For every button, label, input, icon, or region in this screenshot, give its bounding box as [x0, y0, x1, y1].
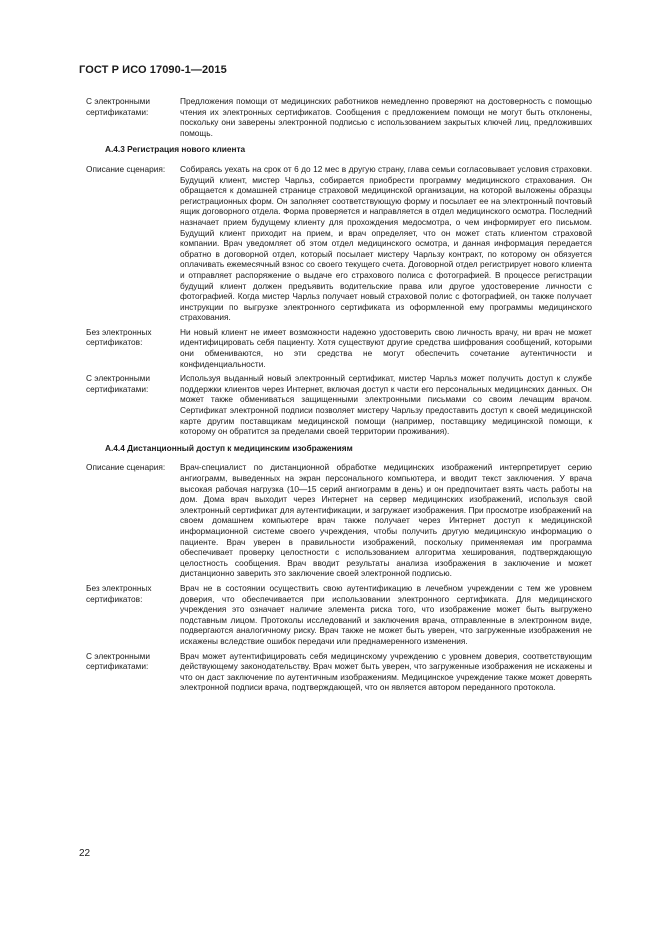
row-label: Без электронных сертификатов: [86, 582, 152, 604]
row-label: С электронными сертификатами: [86, 373, 151, 394]
definition-row [86, 651, 592, 693]
row-text: Врач не в состоянии осуществить свою аутентификацию в лечебном учреждении с тем же уровнем доверия, что обеспечивается при использовании электронного сертификата. Для медицинского учреждения это означает наличие элемента риска того, что изображение может быть выгружено подставным лицом. Протоколы исследований и заключения врача, отправленные в электронном виде, подвергаются аналогичному риску. Врач также не может быть уверен, что загруженные изображения не искажены вследствие ошибок передачи или преднамеренного изменения. [180, 582, 592, 646]
row-label: Без электронных сертификатов: [86, 326, 152, 348]
row-text: Используя выданный новый электронный сертификат, мистер Чарльз может получить доступ к службе поддержки клиентов через Интернет, включая доступ к части его персональных медицинских данных. Он может также обмениваться защищенными электронными письмами со своим лечащим врачом. Сертификат электронной подписи позволяет мистеру Чарльзу предоставить доступ к своей медицинской карте другим поставщикам медицинской помощи (например, поставщику медицинской помощи, к которому он обратится за пределами своей территории проживания). [180, 373, 592, 437]
row-text: Ни новый клиент не имеет возможности надежно удостоверить свою личность врачу, ни врач не может идентифицировать себя пациенту. Хотя существуют другие средства шифрования сообщений, которыми они обмениваются, но эти средства не могут обеспечить сочетание аутентичности и конфиденциальности. [180, 326, 592, 369]
document-header: ГОСТ Р ИСО 17090-1—2015 [79, 64, 227, 76]
section-heading: А.4.3 Регистрация нового клиента [105, 144, 246, 155]
row-text: Собираясь уехать на срок от 6 до 12 мес в другую страну, глава семьи согласовывает условия страховки. Будущий клиент, мистер Чарльз, собирается приобрести программу медицинского страхования. Он обращается к домашней странице страховой медицинской организации, на которой выложены образцы регистрационных форм. Он заполняет соответствующую форму и посылает ее на электронный почтовый ящик договорного отдела. Форма проверяется и направляется в отдел медицинского осмотра. Последний назначает прием будущему клиенту для прохождения медосмотра, о чем информирует его письмом. Будущий клиент приходит на прием, и врач определяет, что он может стать клиентом страховой компании. Врач уведомляет об этом отдел медицинского осмотра, и данная информация передается обратно в договорной отдел, который посылает мистеру Чарльзу контракт, по которому он обязуется оплачивать ежемесячный взнос со своего текущего счета. Договорной отдел регистрирует нового клиента и отправляет распоряжение о выдаче его страхового полиса с фотографией. В процессе регистрации будущий клиент должен предъявить водительские права или другое удостоверение личности с фотографией. Когда мистер Чарльз получает новый страховой полис с фотографией, он также получает инструкции по выгрузке электронного сертификата из оформленной ему программы медицинского страхования. [180, 163, 592, 323]
section-heading: А.4.4 Дистанционный доступ к медицинским изображениям [105, 442, 353, 453]
definition-row [86, 327, 592, 369]
definition-row [86, 164, 592, 323]
definition-row [86, 462, 592, 579]
page-number: 22 [79, 848, 91, 859]
document-body [86, 96, 592, 697]
definition-row [86, 583, 592, 647]
row-text: Врач может аутентифицировать себя медицинскому учреждению с уровнем доверия, соответствующим действующему законодательству. Врач может быть уверен, что загруженные изображения не искажены и что он даст заключение по аутентичным изображениям. Медицинское учреждение также может доверять электронной подписи врача, подтверждающей, что он является автором переданного протокола. [180, 650, 592, 693]
row-label: Описание сценария: [86, 163, 166, 174]
row-label: С электронными сертификатами: [86, 650, 151, 672]
definition-row [86, 373, 592, 437]
definition-row [86, 96, 592, 138]
row-label: С электронными сертификатами: [86, 96, 151, 117]
row-text: Предложения помощи от медицинских работников немедленно проверяют на достоверность с помощью чтения их электронных сертификатов. Сообщения с предложением помощи не могут быть отклонены, поскольку они заверены электронной подписью с использованием закрытых ключей лиц, предложивших помощь. [180, 96, 592, 138]
row-text: Врач-специалист по дистанционной обработке медицинских изображений интерпретирует серию ангиограмм, выведенных на экран персонального компьютера, и вводит текст заключения. У врача высокая рабочая нагрузка (10—15 серий ангиограмм в день) и он предпочитает взять часть работы на дом. Дома врач выходит через Интернет на сервер медицинских изображений, используя свой электронный сертификат для аутентификации, и загружает изображения. При просмотре изображений на своем домашнем компьютере врач также получает через Интернет доступ к медицинской информационной системе своего учреждения, чтобы получить другую медицинскую информацию о пациенте. Врач уверен в правильности изображений, поскольку применяемая им программа обеспечивает проверку целостности с использованием алгоритма хеширования, подтверждающую целостность сообщения. Врач вводит результаты анализа изображения в заключение и может дистанционно заверить это заключение своей электронной подписью. [180, 462, 592, 579]
row-label: Описание сценария: [86, 462, 166, 473]
